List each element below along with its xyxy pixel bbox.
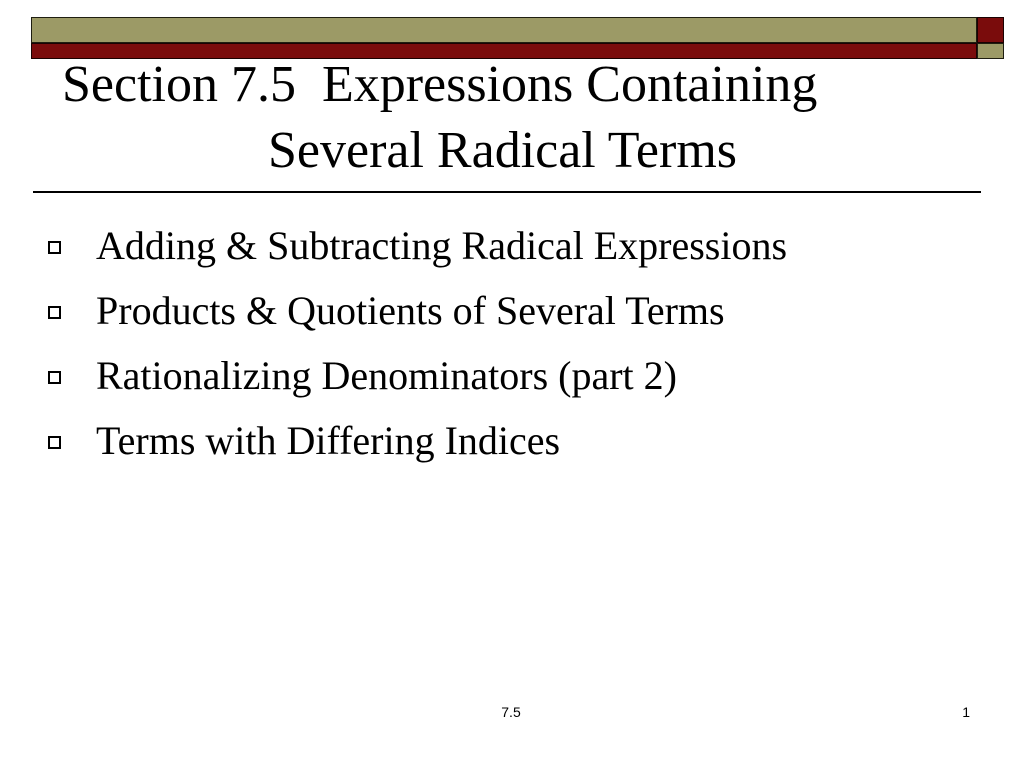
hollow-square-bullet-icon [48,371,61,384]
bullet-list [48,213,787,473]
hollow-square-bullet-icon [48,306,61,319]
bullet-text: Rationalizing Denominators (part 2) [96,353,677,398]
page-number: 1 [962,704,970,720]
title-line-1: Section 7.5 Expressions Containing [62,56,818,113]
hollow-square-bullet-icon [48,241,61,254]
title-line-2: Several Radical Terms [268,122,738,179]
title-divider [33,191,981,193]
header-olive-bar [31,17,977,43]
header-maroon-square [977,17,1004,43]
bullet-item [48,213,787,278]
hollow-square-bullet-icon [48,436,61,449]
bullet-item [48,343,787,408]
bullet-item [48,278,787,343]
bullet-text: Terms with Differing Indices [96,418,561,463]
bullet-text: Adding & Subtracting Radical Expressions [96,223,788,268]
footer-section-label: 7.5 [501,704,521,720]
bullet-text: Products & Quotients of Several Terms [96,288,725,333]
slide-title [62,52,982,184]
bullet-item [48,408,787,473]
